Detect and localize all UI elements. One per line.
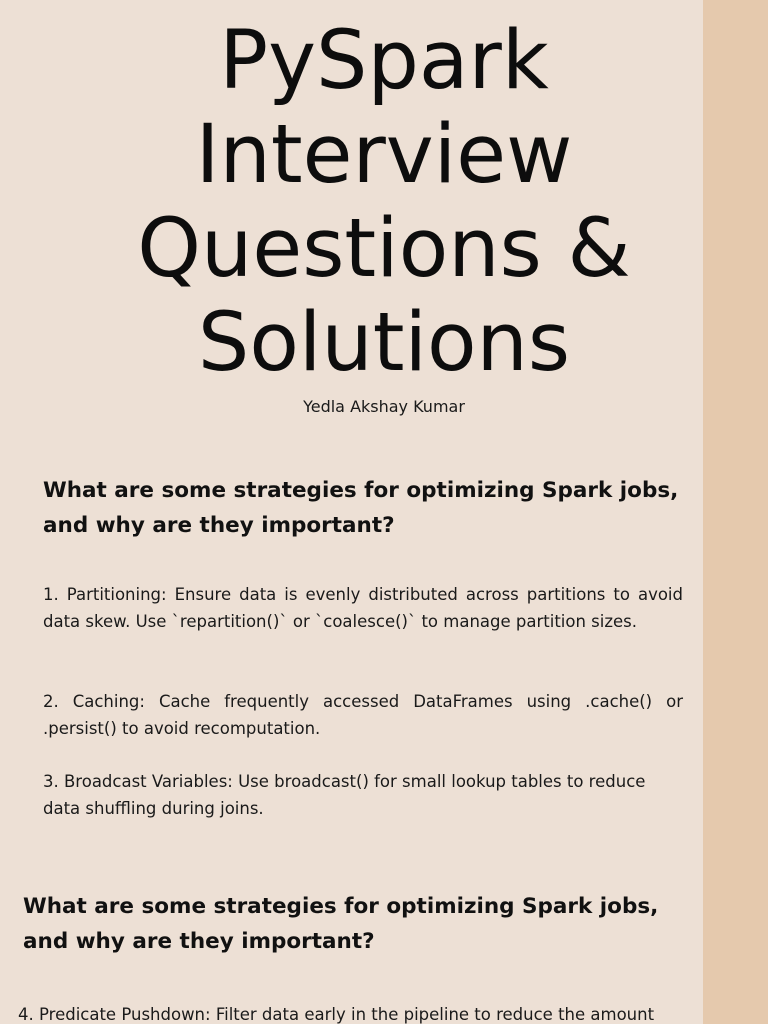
title-line-4: Solutions [197, 296, 571, 390]
question-heading-1: What are some strategies for optimizing Spark jobs, and why are they important? [43, 478, 679, 538]
question-heading-2: What are some strategies for optimizing Spark jobs, and why are they important? [23, 894, 659, 954]
answer-point-4: 4. Predicate Pushdown: Filter data early in the pipeline to reduce the amount [18, 1005, 655, 1024]
answer-point-1: 1. Partitioning: Ensure data is evenly distributed across partitions to avoid data skew. Use `repartition()` or `coalesce()` to manage partition sizes. [43, 585, 683, 631]
title-line-3: Questions & [137, 202, 631, 296]
side-margin-strip [703, 0, 768, 1024]
page-title [0, 14, 703, 390]
author-name: Yedla Akshay Kumar [303, 397, 465, 416]
title-line-2: Interview [195, 108, 573, 202]
answer-point-3: 3. Broadcast Variables: Use broadcast() for small lookup tables to reduce data shuffling during joins. [43, 772, 646, 818]
title-line-1: PySpark [219, 14, 549, 108]
answer-point-2: 2. Caching: Cache frequently accessed DataFrames using .cache() or .persist() to avoid recomputation. [43, 692, 683, 738]
